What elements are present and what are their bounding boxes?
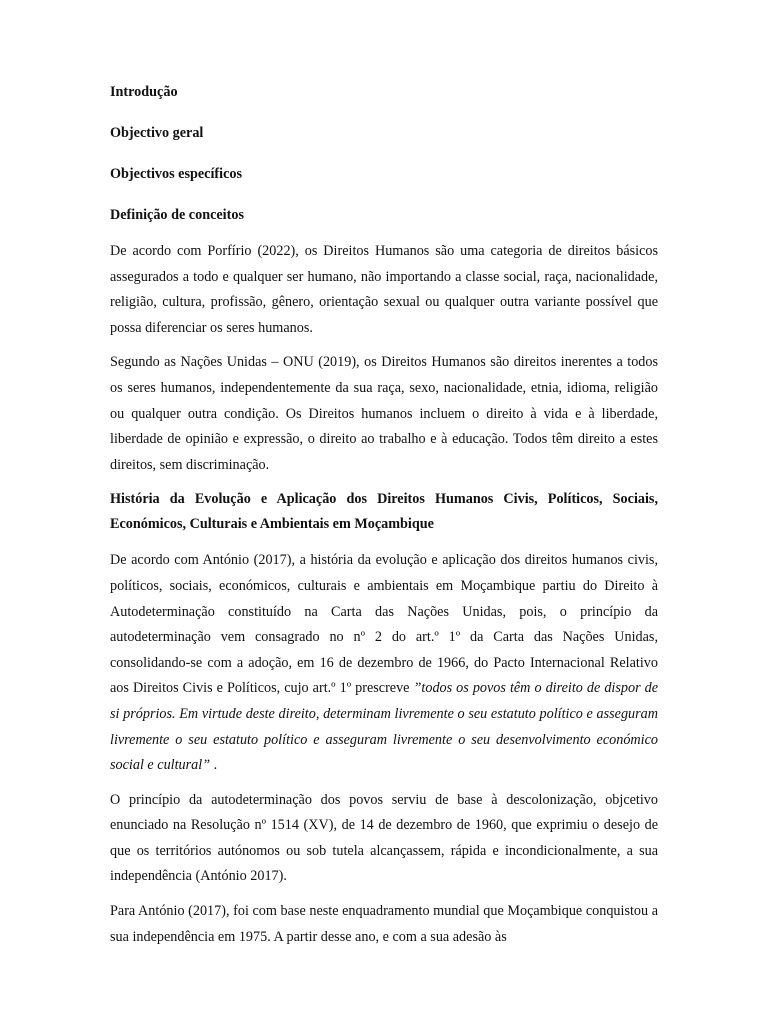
heading-definicao-conceitos: Definição de conceitos xyxy=(110,207,244,223)
section-title-historia: História da Evolução e Aplicação dos Direitos Humanos Civis, Políticos, Sociais, Económicos, Culturais e Ambientais em Moçambique xyxy=(110,491,658,533)
heading-introducao: Introdução xyxy=(110,84,178,100)
heading-objectivos-especificos: Objectivos específicos xyxy=(110,166,242,182)
paragraph-autodeterminacao: O princípio da autodeterminação dos povos serviu de base à descolonização, objcetivo enunciado na Resolução nº 1514 (XV), de 14 de dezembro de 1960, que exprimiu o desejo de que os territórios autónomos ou sob tutela alcançassem, rápida e incondicionalmente, a sua independência (António 2017). xyxy=(110,791,658,885)
paragraph-independencia: Para António (2017), foi com base neste enquadramento mundial que Moçambique conquistou a sua independência em 1975. A partir desse ano, e com a sua adesão às xyxy=(110,903,658,945)
paragraph-antonio-historia-text: De acordo com António (2017), a história da evolução e aplicação dos direitos humanos civis, políticos, sociais, económicos, culturais e ambientais em Moçambique partiu do Direito à Autodeterminação constituído na Carta das Nações Unidas, pois, o princípio da autodeterminação vem consagrado no nº 2 do art.º 1º da Carta das Nações Unidas, consolidando-se com a adoção, em 16 de dezembro de 1966, do Pacto Internacional Relativo aos Direitos Civis e Políticos, cujo art.º 1º prescreve xyxy=(110,552,658,697)
pacto-quote: ”todos os povos têm o direito de dispor de si próprios. Em virtude deste direito, determinam livremente o seu estatuto político e asseguram livremente o seu estatuto político e asseguram livremente o seu desenvolvimento económico social e cultural” xyxy=(110,680,659,774)
paragraph-antonio-historia xyxy=(110,548,658,778)
paragraph-porfirio: De acordo com Porfírio (2022), os Direitos Humanos são uma categoria de direitos básicos assegurados a todo e qualquer ser humano, não importando a classe social, raça, nacionalidade, religião, cultura, profissão, gênero, orientação sexual ou qualquer outra variante possível que possa diferenciar os seres humanos. xyxy=(110,243,658,336)
heading-objectivo-geral: Objectivo geral xyxy=(110,125,204,141)
paragraph-antonio-historia-end: . xyxy=(210,757,218,774)
document-body xyxy=(110,80,658,959)
paragraph-onu: Segundo as Nações Unidas – ONU (2019), os Direitos Humanos são direitos inerentes a todos os seres humanos, independentemente da sua raça, sexo, nacionalidade, etnia, idioma, religião ou qualquer outra condição. Os Direitos humanos incluem o direito à vida e à liberdade, liberdade de opinião e expressão, o direito ao trabalho e à educação. Todos têm direito a estes direitos, sem discriminação. xyxy=(110,354,658,473)
